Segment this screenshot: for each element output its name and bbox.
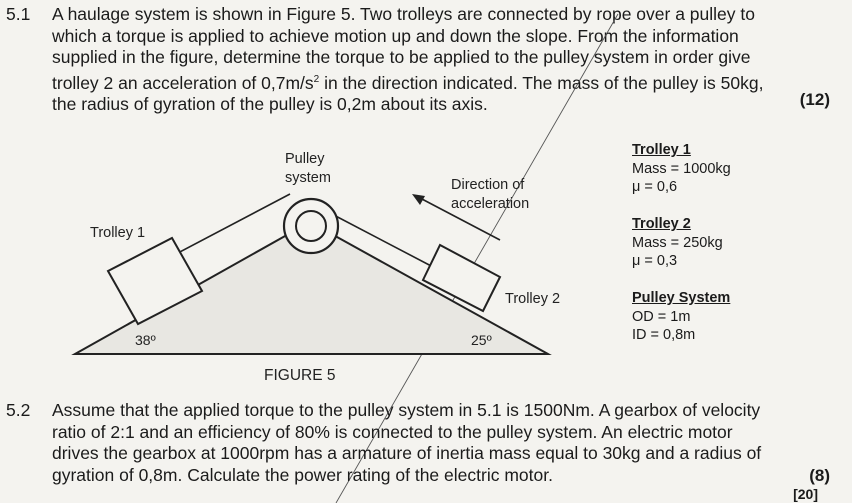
superscript: 2 — [313, 73, 320, 85]
marks-q2: (8) — [809, 466, 830, 485]
spec-trolley-1-mass: Mass = 1000kg — [632, 160, 731, 177]
spec-trolley-1 — [632, 141, 731, 197]
q1-line-2: which a torque is applied to achieve motion up and down the slope. From the information — [52, 25, 739, 46]
spec-trolley-2-title: Trolley 2 — [632, 216, 691, 232]
direction-label-line-1: Direction of — [451, 177, 525, 193]
spec-pulley-system — [632, 289, 730, 345]
q2-line-3: drives the gearbox at 1000rpm has a armature of inertia mass equal to 30kg and a radius of — [52, 443, 762, 463]
q2-line-4: gyration of 0,8m. Calculate the power rating of the electric motor. — [52, 464, 553, 485]
q2-line-2: ratio of 2:1 and an efficiency of 80% is connected to the pulley system. An electric motor — [52, 421, 733, 442]
spec-pulley-title: Pulley System — [632, 290, 731, 306]
angle-left-label: 38º — [135, 332, 156, 348]
q1-line-4b: in the direction indicated. The mass of the pulley is 50kg, — [319, 72, 764, 93]
q1-line-4a: trolley 2 an acceleration of 0,7m/s — [52, 72, 314, 93]
q1-line-3: supplied in the figure, determine the torque to be applied to the pulley system in order give — [52, 47, 751, 67]
spec-trolley-2 — [632, 215, 723, 271]
figure-caption: FIGURE 5 — [264, 367, 336, 384]
q1-line-1: A haulage system is shown in Figure 5. Two trolleys are connected by rope over a pulley to — [52, 4, 755, 24]
q1-line-5: the radius of gyration of the pulley is 0,2m about its axis. — [52, 93, 488, 114]
marks-q1: (12) — [799, 90, 830, 109]
spec-pulley-od: OD = 1m — [632, 308, 691, 325]
spec-pulley-id: ID = 0,8m — [632, 327, 696, 343]
question-number: 5.2 — [6, 400, 31, 420]
spec-trolley-2-mass: Mass = 250kg — [632, 234, 723, 251]
pulley-outer — [284, 199, 338, 253]
pulley-label-line-1: Pulley — [285, 151, 325, 167]
question-number: 5.1 — [6, 4, 31, 24]
spec-trolley-2-mu: μ = 0,3 — [632, 253, 678, 269]
question-text — [52, 400, 838, 486]
total-marks: [20] — [793, 486, 818, 502]
acceleration-arrow-head — [412, 194, 425, 205]
pulley-label-line-2: system — [285, 170, 331, 186]
direction-label-line-2: acceleration — [451, 196, 530, 212]
spec-trolley-1-title: Trolley 1 — [632, 142, 691, 158]
trolley-1-label: Trolley 1 — [90, 225, 146, 241]
spec-trolley-1-mu: μ = 0,6 — [632, 179, 678, 195]
angle-right-label: 25º — [471, 332, 492, 348]
q2-line-1: Assume that the applied torque to the pulley system in 5.1 is 1500Nm. A gearbox of velocity — [52, 400, 761, 420]
trolley-2-label: Trolley 2 — [505, 291, 561, 307]
